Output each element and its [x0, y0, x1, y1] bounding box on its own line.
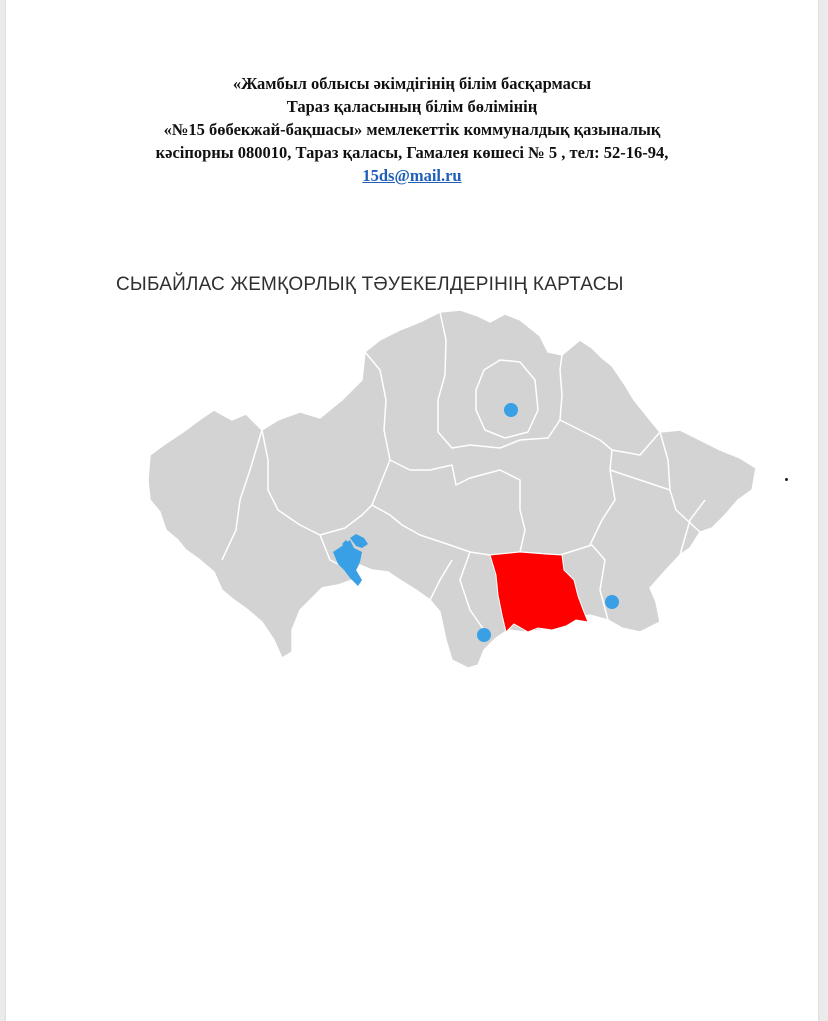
letterhead-line-2: Тараз қаласының білім бөлімінің — [286, 97, 538, 116]
kazakhstan-risk-map — [6, 0, 818, 1021]
letterhead-line-1: «Жамбыл облысы әкімдігінің білім басқармасы — [232, 74, 592, 93]
astana-marker[interactable] — [504, 403, 518, 417]
shymkent-marker[interactable] — [477, 628, 491, 642]
letterhead-line-3: «№15 бөбекжай-бақшасы» мемлекеттік коммуналдық қазыналық — [163, 120, 661, 139]
map-title: СЫБАЙЛАС ЖЕМҚОРЛЫҚ ТӘУЕКЕЛДЕРІНІҢ КАРТАСЫ — [116, 274, 624, 295]
letterhead-line-4: кәсіпорны 080010, Тараз қаласы, Гамалея көшесі № 5 , тел: 52-16-94, — [155, 143, 669, 162]
email-link[interactable]: 15ds@mail.ru — [362, 166, 462, 185]
almaty-marker[interactable] — [605, 595, 619, 609]
document-page — [6, 0, 818, 1021]
stray-dot — [785, 478, 788, 481]
